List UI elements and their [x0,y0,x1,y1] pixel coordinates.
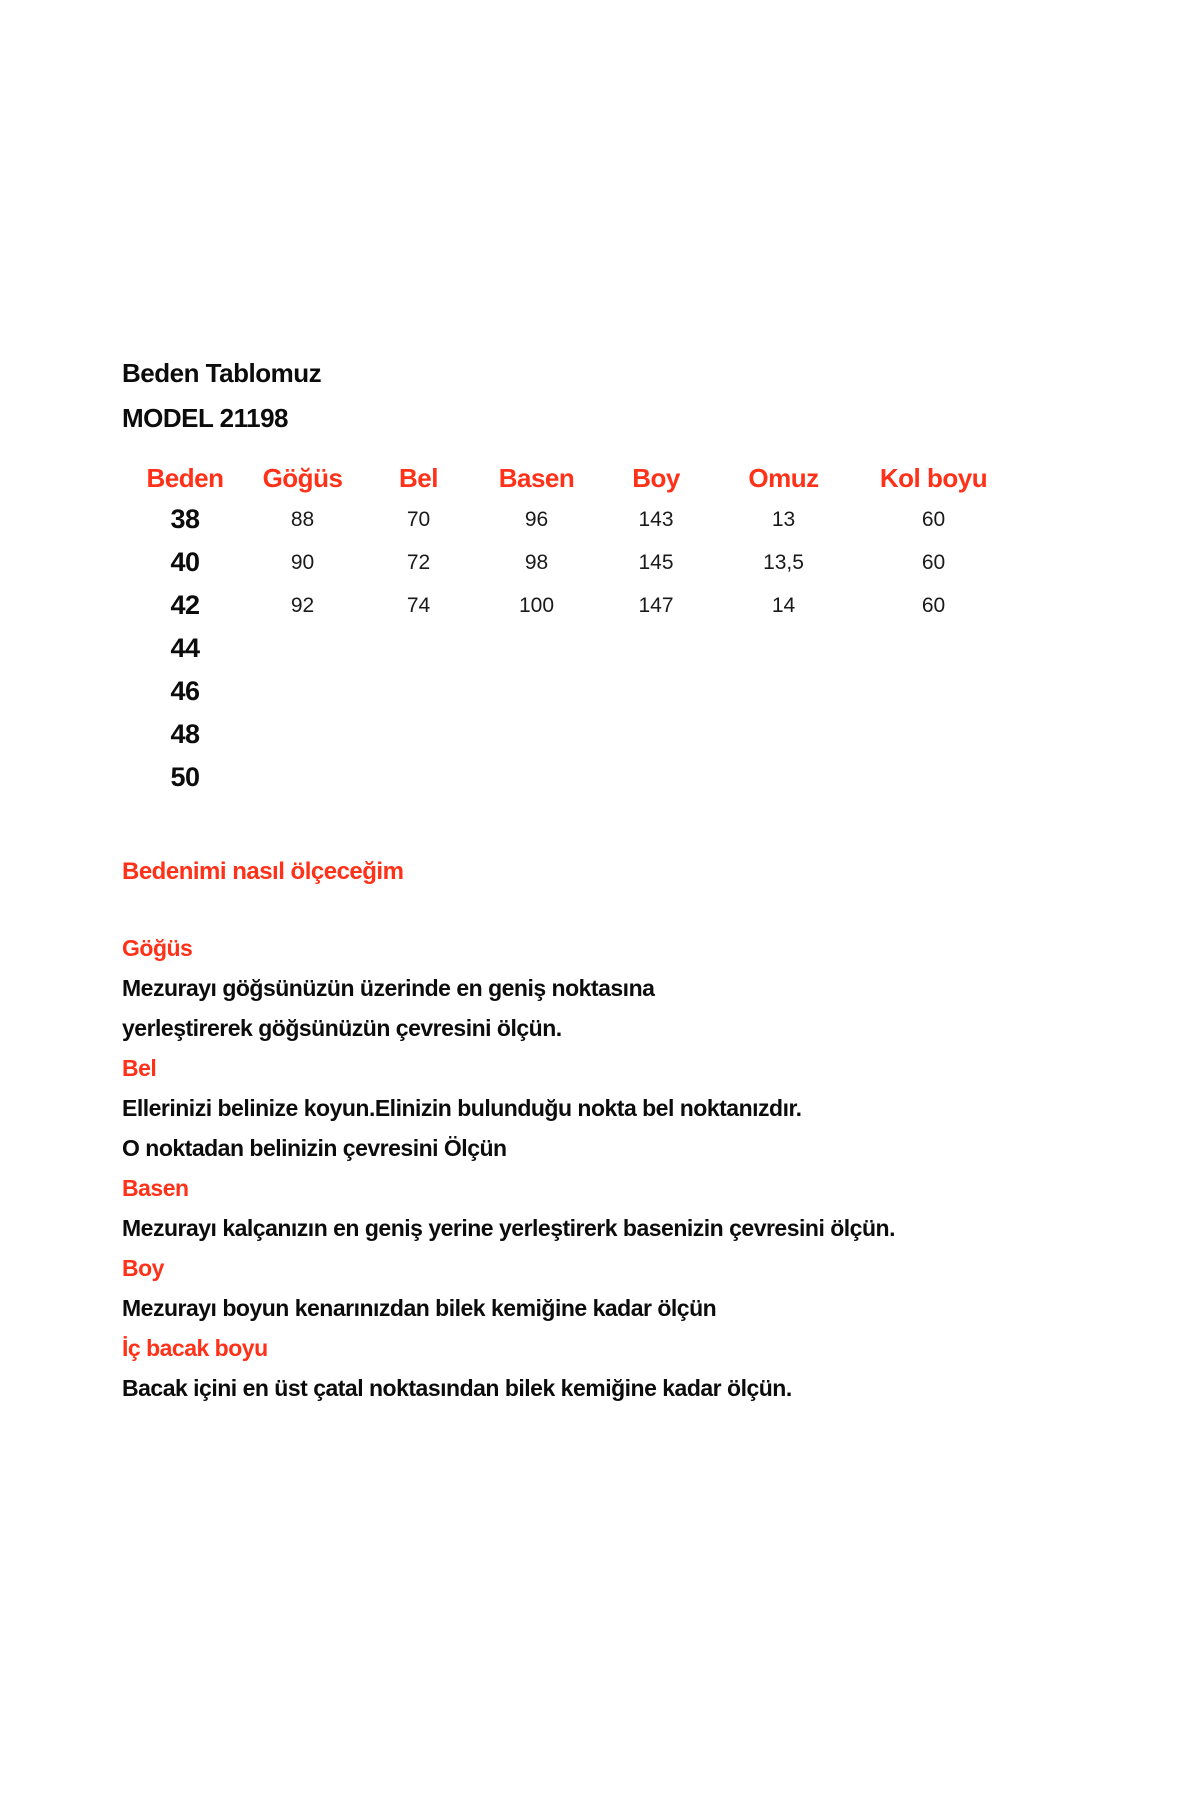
value-cell: 60 [921,593,946,617]
guide-section-heading: Basen [122,1175,189,1201]
size-cell: 44 [170,633,200,663]
table-row [125,627,1025,670]
size-cell: 46 [170,676,200,706]
size-cell: 40 [170,547,200,577]
value-cell: 98 [524,550,549,574]
value-cell: 14 [771,593,796,617]
column-header-boy: Boy [632,462,680,493]
table-row [125,541,1025,584]
value-cell: 74 [406,593,431,617]
model-number: MODEL 21198 [122,403,289,433]
guide-section-text: Ellerinizi belinize koyun.Elinizin bulunduğu nokta bel noktanızdır. [122,1095,802,1121]
guide-section-text: O noktadan belinizin çevresini Ölçün [122,1135,507,1161]
table-row [125,584,1025,627]
column-header-omuz: Omuz [748,462,819,493]
guide-section-heading: Bel [122,1055,157,1081]
table-row [125,670,1025,713]
value-cell: 96 [524,507,549,531]
size-table [125,458,1025,799]
column-header-göğüs: Göğüs [262,462,343,493]
size-cell: 50 [170,762,200,792]
size-cell: 48 [170,719,200,749]
page-title: Beden Tablomuz [122,358,322,388]
value-cell: 90 [290,550,315,574]
guide-section-heading: Boy [122,1255,164,1281]
value-cell: 70 [406,507,431,531]
column-header-beden: Beden [146,462,224,493]
guide-section-text: Mezurayı göğsünüzün üzerinde en geniş noktasına [122,975,655,1001]
value-cell: 13,5 [763,550,804,574]
value-cell: 60 [921,507,946,531]
value-cell: 147 [638,593,674,617]
size-cell: 38 [170,504,200,534]
table-row [125,498,1025,541]
guide-section-text: Bacak içini en üst çatal noktasından bilek kemiğine kadar ölçün. [122,1375,792,1401]
value-cell: 72 [406,550,431,574]
measure-guide [122,928,1122,1408]
table-row [125,756,1025,799]
column-header-basen: Basen [498,462,575,493]
size-table-header-row [125,458,1025,498]
guide-section-text: Mezurayı boyun kenarınızdan bilek kemiğine kadar ölçün [122,1295,717,1321]
measure-guide-title: Bedenimi nasıl ölçeceğim [122,858,404,885]
guide-section-text: yerleştirerek göğsünüzün çevresini ölçün. [122,1015,562,1041]
value-cell: 100 [518,593,555,617]
guide-section-text: Mezurayı kalçanızın en geniş yerine yerleştirerk basenizin çevresini ölçün. [122,1215,895,1241]
guide-section-heading: Göğüs [122,935,193,961]
value-cell: 13 [771,507,796,531]
size-cell: 42 [170,590,200,620]
value-cell: 145 [638,550,674,574]
value-cell: 88 [290,507,315,531]
value-cell: 143 [638,507,674,531]
guide-section-heading: İç bacak boyu [122,1335,268,1361]
column-header-kol-boyu: Kol boyu [879,462,988,493]
size-table-body [125,498,1025,799]
column-header-bel: Bel [399,462,438,493]
table-row [125,713,1025,756]
value-cell: 60 [921,550,946,574]
value-cell: 92 [290,593,315,617]
